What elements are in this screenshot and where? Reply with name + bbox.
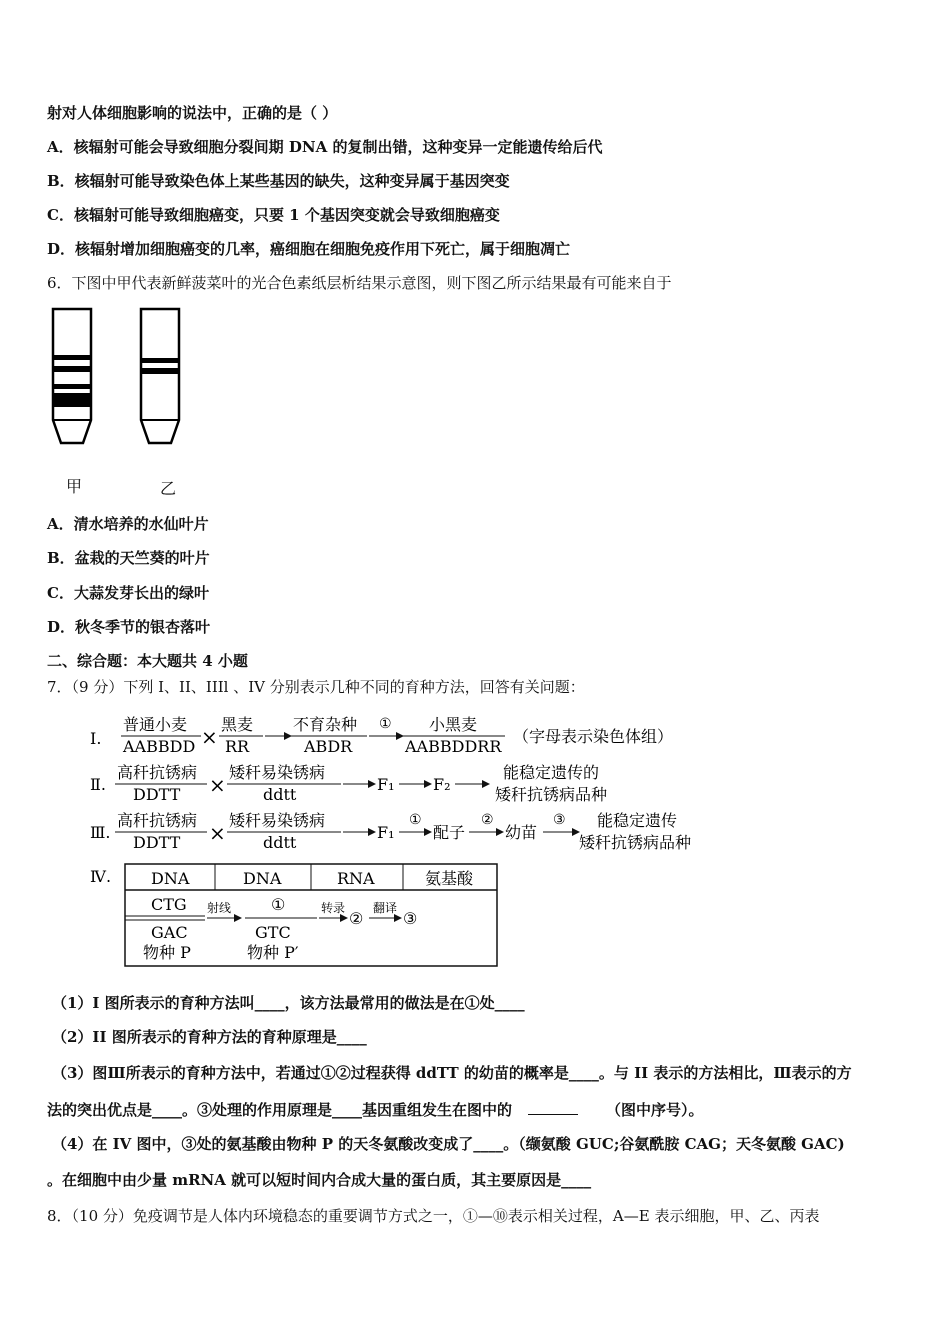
- svg-text:（字母表示染色体组）: （字母表示染色体组）: [513, 727, 674, 746]
- svg-text:CTG: CTG: [151, 895, 187, 914]
- svg-text:物种 P′: 物种 P′: [247, 943, 299, 962]
- svg-text:ddtt: ddtt: [263, 833, 297, 852]
- q7-sub3-text: 法的突出优点是____。③处理的作用原理是____基因重组发生在图中的: [47, 1101, 513, 1119]
- svg-text:F₁: F₁: [377, 775, 395, 794]
- svg-text:物种 P: 物种 P: [143, 943, 191, 962]
- svg-text:RNA: RNA: [337, 869, 375, 888]
- q7-sub3-tail: （图中序号）。: [606, 1101, 704, 1119]
- q5-stem: 射对人体细胞影响的说法中，正确的是（ ）: [47, 104, 338, 122]
- svg-text:AABBDD: AABBDD: [123, 737, 196, 756]
- band-jia-2: [53, 366, 91, 372]
- svg-text:GAC: GAC: [151, 923, 188, 942]
- label-jia: 甲: [66, 477, 83, 496]
- svg-text:ddtt: ddtt: [263, 785, 297, 804]
- svg-text:DDTT: DDTT: [133, 785, 181, 804]
- svg-text:转录: 转录: [321, 901, 346, 915]
- svg-text:高秆抗锈病: 高秆抗锈病: [117, 811, 198, 830]
- q7-sub3-line2: [47, 1099, 704, 1120]
- svg-text:Ⅰ.: Ⅰ.: [90, 729, 102, 748]
- q5-option-a: A．核辐射可能会导致细胞分裂间期 DNA 的复制出错，这种变异一定能遗传给后代: [47, 138, 603, 156]
- svg-text:DNA: DNA: [151, 869, 190, 888]
- q8-stem: 8．（10 分）免疫调节是人体内环境稳态的重要调节方式之一，①—⑩表示相关过程，A—E 表示细胞，甲、乙、丙表: [47, 1207, 820, 1225]
- q6-option-b: B．盆栽的天竺葵的叶片: [47, 549, 210, 567]
- band-jia-1: [53, 355, 91, 360]
- svg-text:F₁: F₁: [377, 823, 395, 842]
- svg-text:小黑麦: 小黑麦: [429, 715, 478, 734]
- tube-jia: [53, 309, 91, 443]
- svg-text:GTC: GTC: [255, 923, 291, 942]
- svg-text:Ⅳ.: Ⅳ.: [90, 867, 112, 886]
- band-jia-4: [53, 393, 91, 407]
- answer-blank[interactable]: [528, 1099, 578, 1115]
- svg-text:①: ①: [409, 812, 422, 828]
- q6-stem: 6．下图中甲代表新鲜菠菜叶的光合色素纸层析结果示意图，则下图乙所示结果最有可能来自于: [47, 274, 672, 292]
- q7-stem: 7．（9 分）下列 I、II、IIIl 、IV 分别表示几种不同的育种方法，回答有关问题：: [47, 678, 585, 696]
- section2-title: 二、综合题：本大题共 4 小题: [47, 652, 248, 670]
- q6-option-c: C．大蒜发芽长出的绿叶: [47, 584, 209, 602]
- svg-text:×: ×: [209, 773, 226, 797]
- q5-option-b: B．核辐射可能导致染色体上某些基因的缺失，这种变异属于基因突变: [47, 172, 510, 190]
- svg-text:③: ③: [403, 909, 418, 928]
- svg-text:黑麦: 黑麦: [221, 715, 254, 734]
- svg-text:不育杂种: 不育杂种: [293, 715, 358, 734]
- q5-option-c: C．核辐射可能导致细胞癌变，只要 1 个基因突变就会导致细胞癌变: [47, 206, 500, 224]
- svg-text:×: ×: [201, 725, 218, 749]
- svg-text:①: ①: [379, 716, 392, 732]
- svg-text:DNA: DNA: [243, 869, 282, 888]
- svg-text:翻译: 翻译: [373, 901, 398, 915]
- svg-text:Ⅲ.: Ⅲ.: [90, 823, 111, 842]
- q7-sub1: （1）I 图所表示的育种方法叫____，该方法最常用的做法是在①处____: [52, 994, 525, 1012]
- label-yi: 乙: [160, 479, 177, 498]
- svg-text:ABDR: ABDR: [304, 737, 353, 756]
- q6-option-d: D．秋冬季节的银杏落叶: [47, 618, 211, 636]
- svg-text:AABBDDRR: AABBDDRR: [405, 737, 502, 756]
- q7-sub2: （2）II 图所表示的育种方法的育种原理是____: [52, 1028, 367, 1046]
- q6-option-a: A．清水培养的水仙叶片: [47, 515, 209, 533]
- svg-text:②: ②: [349, 909, 364, 928]
- svg-text:Ⅱ.: Ⅱ.: [90, 775, 106, 794]
- svg-text:幼苗: 幼苗: [505, 823, 538, 842]
- band-jia-3: [53, 384, 91, 389]
- tube-yi: [141, 309, 179, 443]
- svg-text:②: ②: [481, 812, 494, 828]
- q7-sub4-line1: （4）在 IV 图中，③处的氨基酸由物种 P 的天冬氨酸改变成了____。（缬氨酸 GUC;谷氨酰胺 CAG；天冬氨酸 GAC): [52, 1135, 845, 1153]
- svg-text:F₂: F₂: [433, 775, 451, 794]
- svg-text:DDTT: DDTT: [133, 833, 181, 852]
- svg-text:RR: RR: [225, 737, 250, 756]
- q7-sub4-line2: 。在细胞中由少量 mRNA 就可以短时间内合成大量的蛋白质，其主要原因是____: [47, 1171, 592, 1189]
- svg-text:①: ①: [271, 895, 286, 914]
- svg-text:矮秆易染锈病: 矮秆易染锈病: [229, 763, 326, 782]
- svg-text:③: ③: [553, 812, 566, 828]
- band-yi-1: [141, 358, 179, 363]
- svg-text:矮秆易染锈病: 矮秆易染锈病: [229, 811, 326, 830]
- svg-text:氨基酸: 氨基酸: [425, 869, 474, 888]
- svg-text:射线: 射线: [207, 901, 232, 915]
- svg-text:配子: 配子: [433, 823, 466, 842]
- svg-text:普通小麦: 普通小麦: [123, 715, 188, 734]
- band-yi-2: [141, 368, 179, 374]
- svg-text:能稳定遗传的: 能稳定遗传的: [503, 763, 600, 782]
- svg-text:高秆抗锈病: 高秆抗锈病: [117, 763, 198, 782]
- svg-text:能稳定遗传: 能稳定遗传: [597, 811, 678, 830]
- svg-text:×: ×: [209, 821, 226, 845]
- svg-text:矮秆抗锈病品种: 矮秆抗锈病品种: [495, 785, 608, 804]
- breeding-methods-diagram: [85, 706, 725, 976]
- q7-sub3-line1: （3）图Ⅲ所表示的育种方法中，若通过①②过程获得 ddTT 的幼苗的概率是____。与 II 表示的方法相比，Ⅲ表示的方: [52, 1064, 852, 1082]
- svg-text:矮秆抗锈病品种: 矮秆抗锈病品种: [579, 833, 692, 852]
- q5-option-d: D．核辐射增加细胞癌变的几率，癌细胞在细胞免疫作用下死亡，属于细胞凋亡: [47, 240, 571, 258]
- chromatography-tubes-figure: [45, 305, 195, 450]
